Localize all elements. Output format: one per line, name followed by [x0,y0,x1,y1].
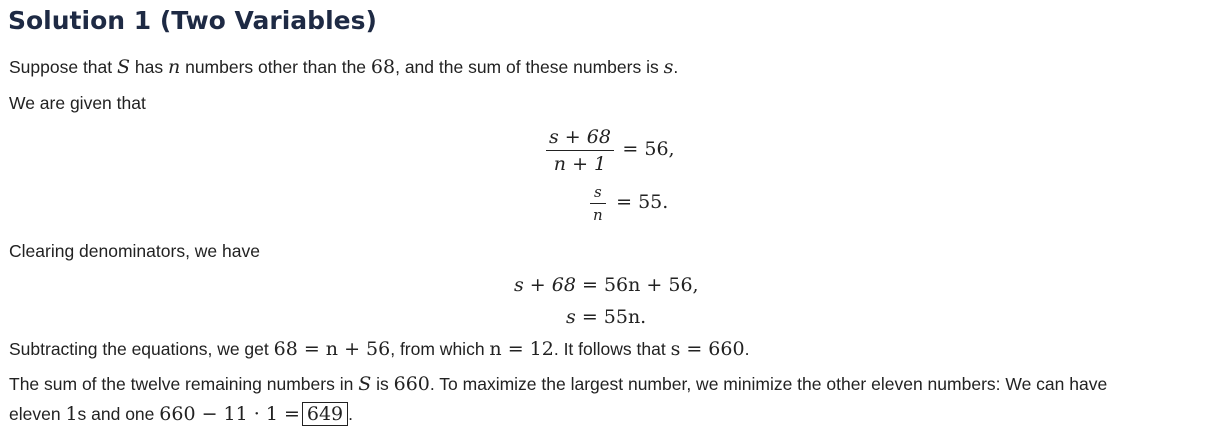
paragraph-sum [9,373,1107,395]
math-68: 68 [370,56,396,78]
math-n: n [167,56,181,78]
equation-lhs: s [566,306,576,328]
math-660: 660 [393,373,430,395]
math-S: S [358,373,372,395]
text: . [744,339,750,359]
numerator: s [590,183,606,204]
equation-rhs: = 55. [616,190,669,213]
math-s: s [663,56,674,78]
equation-rhs: = 56, [622,137,675,160]
text: s and one [77,404,160,424]
math-n-value: n = 12 [489,338,554,360]
text: Subtracting the equations, we get [9,339,274,359]
paragraph-setup [9,56,678,78]
text: The sum of the twelve remaining numbers in [9,374,359,394]
text: has [130,57,168,77]
given-equation-2 [590,183,668,224]
boxed-answer: 649 [302,402,348,426]
equation-rhs: = 55n. [581,306,647,328]
math-1: 1 [65,403,78,425]
paragraph-given: We are given that [9,93,146,113]
given-equation-1 [546,126,675,175]
equation-lhs: s + 68 [514,274,576,296]
text: . It follows that [553,339,671,359]
text: . To maximize the largest number, we minimize the other eleven numbers: We can have [429,374,1108,394]
text: numbers other than the [180,57,371,77]
fraction [546,126,614,175]
text: . [673,57,679,77]
text: . [348,404,354,424]
numerator: s + 68 [546,126,614,151]
denominator: n [593,206,603,224]
cleared-equation-2 [566,306,646,328]
text: , from which [390,339,490,359]
paragraph-answer [9,403,353,425]
denominator: n + 1 [553,153,607,175]
math-expression: 660 − 11 · 1 = [159,403,300,425]
text: Suppose that [9,57,117,77]
text: eleven [9,404,66,424]
text: , and the sum of these numbers is [395,57,664,77]
paragraph-clearing: Clearing denominators, we have [9,241,260,261]
math-s-value: s = 660 [670,338,745,360]
solution-heading: Solution 1 (Two Variables) [8,6,377,35]
equation-rhs: = 56n + 56, [581,274,699,296]
text: is [371,374,394,394]
fraction [590,183,606,224]
math-equation: 68 = n + 56 [273,338,391,360]
math-S: S [117,56,131,78]
cleared-equation-1 [514,274,699,296]
paragraph-subtracting [9,338,749,360]
